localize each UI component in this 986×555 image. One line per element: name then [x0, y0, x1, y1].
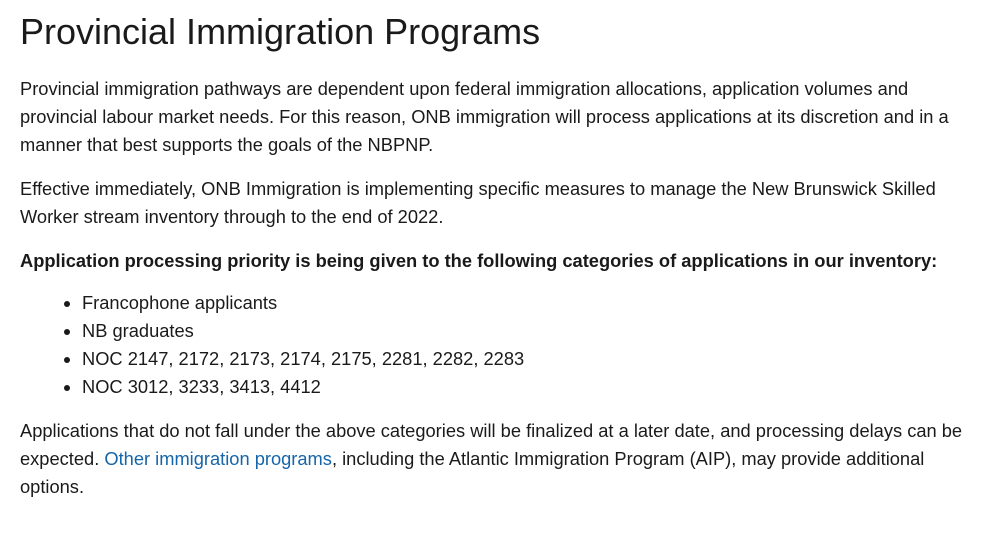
other-immigration-programs-link[interactable]: Other immigration programs	[104, 448, 332, 469]
priority-list	[20, 289, 966, 401]
intro-paragraph: Provincial immigration pathways are dependent upon federal immigration allocations, application volumes and provincial labour market needs. For this reason, ONB immigration will process applications at its discretion and in a manner that best supports the goals of the NBPNP.	[20, 78, 949, 155]
list-item: • Francophone applicants	[82, 289, 966, 317]
list-item: • NB graduates	[82, 317, 966, 345]
measures-paragraph: Effective immediately, ONB Immigration is implementing specific measures to manage the New Brunswick Skilled Worker stream inventory through to the end of 2022.	[20, 178, 936, 227]
closing-text-after: , including the Atlantic Immigration Program (AIP), may provide additional options.	[20, 448, 925, 497]
closing-text-before: Applications that do not fall under the above categories will be finalized at a later date, and processing delays can be expected.	[20, 420, 963, 469]
page-title: Provincial Immigration Programs	[20, 11, 541, 52]
list-item: • NOC 3012, 3233, 3413, 4412	[82, 373, 966, 401]
closing-paragraph	[20, 417, 966, 501]
priority-heading: Application processing priority is being given to the following categories of applications in our inventory:	[20, 250, 938, 271]
list-item: • NOC 2147, 2172, 2173, 2174, 2175, 2281, 2282, 2283	[82, 345, 966, 373]
